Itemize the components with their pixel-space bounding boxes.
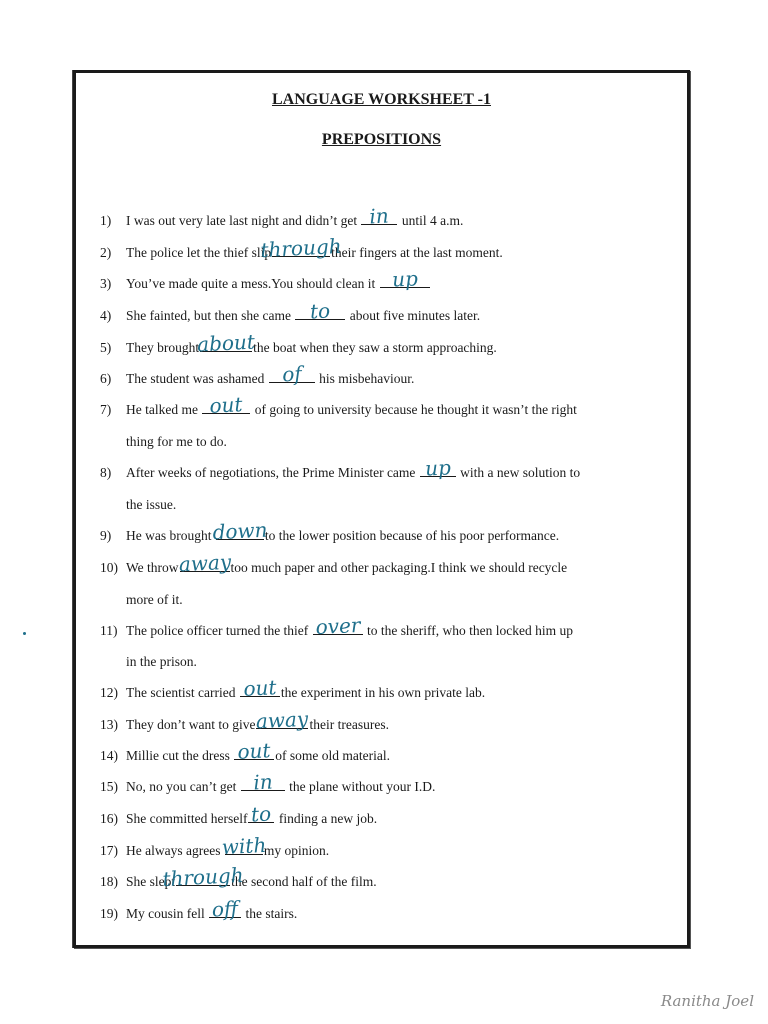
answer-blank — [240, 675, 280, 701]
question-number: 6) — [100, 371, 112, 386]
answer-blank — [380, 266, 430, 292]
question-text-end: until 4 a.m. — [401, 213, 464, 228]
question-text-end: of some old material. — [275, 748, 390, 763]
question-4 — [100, 298, 481, 324]
handwritten-answer: in — [369, 203, 390, 229]
question-number: 13) — [100, 717, 118, 732]
question-text-continued: thing for me to do. — [126, 434, 227, 449]
question-text-end: the plane without your I.D. — [289, 779, 436, 794]
question-text: He was brought — [126, 528, 212, 543]
question-text-end: their fingers at the last moment. — [331, 245, 503, 260]
question-17 — [100, 832, 330, 860]
question-number: 10) — [100, 560, 118, 575]
handwritten-answer: with — [221, 832, 267, 860]
answer-blank — [241, 769, 285, 795]
question-text-end: too much paper and other packaging.I think we should recycle — [230, 560, 568, 575]
question-text-end: to the sheriff, who then locked him up — [367, 623, 574, 638]
question-text-end: their treasures. — [309, 717, 389, 732]
question-number: 16) — [100, 811, 118, 826]
question-16 — [100, 801, 378, 827]
answer-blank — [211, 517, 268, 545]
question-12 — [100, 675, 486, 701]
question-text-end: of going to university because he thought it wasn’t the right — [254, 402, 577, 417]
question-1 — [100, 203, 464, 229]
question-5 — [100, 329, 497, 357]
question-text: The police let the thief slip — [126, 245, 272, 260]
question-number: 8) — [100, 465, 112, 480]
question-text: After weeks of negotiations, the Prime Minister came — [126, 465, 416, 480]
question-6 — [100, 361, 415, 387]
answer-blank — [209, 896, 241, 922]
answer-blank — [255, 706, 310, 734]
question-text: I was out very late last night and didn’t get — [126, 213, 358, 228]
question-text-end: with a new solution to — [460, 465, 581, 480]
handwritten-answer: through — [259, 233, 343, 263]
worksheet-title: LANGUAGE WORKSHEET -1 — [271, 91, 491, 108]
answer-blank — [177, 549, 232, 577]
answer-blank — [202, 392, 250, 418]
question-number: 7) — [100, 402, 112, 417]
question-13 — [100, 706, 389, 734]
handwritten-answer: over — [314, 612, 361, 640]
question-18 — [100, 862, 377, 892]
question-11 — [100, 612, 574, 640]
question-number: 9) — [100, 528, 112, 543]
question-text: The student was ashamed — [126, 371, 265, 386]
answer-blank — [295, 298, 345, 324]
question-number: 17) — [100, 843, 118, 858]
question-text: She fainted, but then she came — [126, 308, 291, 323]
handwritten-answer: about — [196, 329, 256, 357]
handwritten-answer: through — [162, 862, 245, 892]
question-number: 5) — [100, 340, 112, 355]
question-text: They brought — [126, 340, 200, 355]
answer-blank — [221, 832, 267, 860]
question-text-end: about five minutes later. — [349, 308, 481, 323]
answer-blank — [259, 233, 343, 263]
handwritten-answer: up — [391, 266, 419, 292]
question-text: She slept — [126, 874, 176, 889]
question-text: Millie cut the dress — [126, 748, 230, 763]
question-text-end: the stairs. — [245, 906, 298, 921]
question-3 — [100, 266, 431, 292]
question-text-end: my opinion. — [263, 843, 330, 858]
answer-blank — [313, 612, 363, 640]
question-number: 11) — [100, 623, 118, 638]
question-number: 19) — [100, 906, 118, 921]
answer-blank — [420, 455, 456, 481]
handwritten-answer: down — [211, 517, 268, 545]
question-text: My cousin fell — [126, 906, 205, 921]
question-text-end: to the lower position because of his poor performance. — [264, 528, 560, 543]
question-8 — [100, 455, 581, 481]
question-15 — [100, 769, 436, 795]
handwritten-answer: to — [250, 801, 273, 827]
question-14 — [100, 738, 390, 764]
handwritten-answer: of — [281, 361, 303, 387]
handwritten-answer: out — [209, 392, 244, 418]
handwritten-answer: away — [255, 706, 310, 734]
question-number: 18) — [100, 874, 118, 889]
question-text: He talked me — [126, 402, 198, 417]
question-text: She committed herself — [126, 811, 248, 826]
question-10 — [100, 549, 568, 577]
question-number: 12) — [100, 685, 118, 700]
worksheet-frame — [73, 70, 690, 948]
handwritten-answer: up — [424, 455, 452, 481]
question-19 — [100, 896, 298, 922]
handwritten-answer: away — [177, 549, 232, 577]
answer-blank — [196, 329, 256, 357]
question-text-continued: the issue. — [126, 497, 177, 512]
answer-blank — [361, 203, 397, 229]
question-number: 4) — [100, 308, 112, 323]
question-text-end: his misbehaviour. — [319, 371, 415, 386]
handwritten-answer: out — [242, 675, 277, 701]
question-text: He always agrees — [126, 843, 221, 858]
question-number: 15) — [100, 779, 118, 794]
question-text-end: the boat when they saw a storm approaching. — [253, 340, 497, 355]
question-text-continued: in the prison. — [126, 654, 197, 669]
question-text: You’ve made quite a mess.You should clean it — [126, 276, 376, 291]
question-text: No, no you can’t get — [126, 779, 237, 794]
question-text: We throw — [126, 560, 179, 575]
ink-dot — [23, 632, 26, 635]
handwritten-answer: in — [252, 769, 273, 795]
question-text-continued: more of it. — [126, 592, 183, 607]
answer-blank — [162, 862, 245, 892]
question-text: The police officer turned the thief — [126, 623, 309, 638]
question-text-end: the second half of the film. — [231, 874, 377, 889]
handwritten-answer: to — [309, 298, 331, 324]
question-7 — [100, 392, 577, 418]
answer-blank — [269, 361, 315, 387]
question-number: 14) — [100, 748, 118, 763]
question-number: 3) — [100, 276, 112, 291]
handwritten-answer: off — [211, 896, 239, 922]
question-number: 1) — [100, 213, 112, 228]
question-9 — [100, 517, 560, 545]
answer-blank — [234, 738, 274, 764]
worksheet-subtitle: PREPOSITIONS — [321, 131, 442, 148]
answer-blank — [248, 801, 274, 827]
question-number: 2) — [100, 245, 112, 260]
author-signature: Ranitha Joel — [660, 992, 754, 1010]
handwritten-answer: out — [237, 738, 272, 764]
question-text: They don’t want to give — [126, 717, 256, 732]
question-text-end: the experiment in his own private lab. — [280, 685, 486, 700]
question-text: The scientist carried — [126, 685, 236, 700]
question-text-end: finding a new job. — [278, 811, 378, 826]
question-2 — [100, 233, 503, 263]
